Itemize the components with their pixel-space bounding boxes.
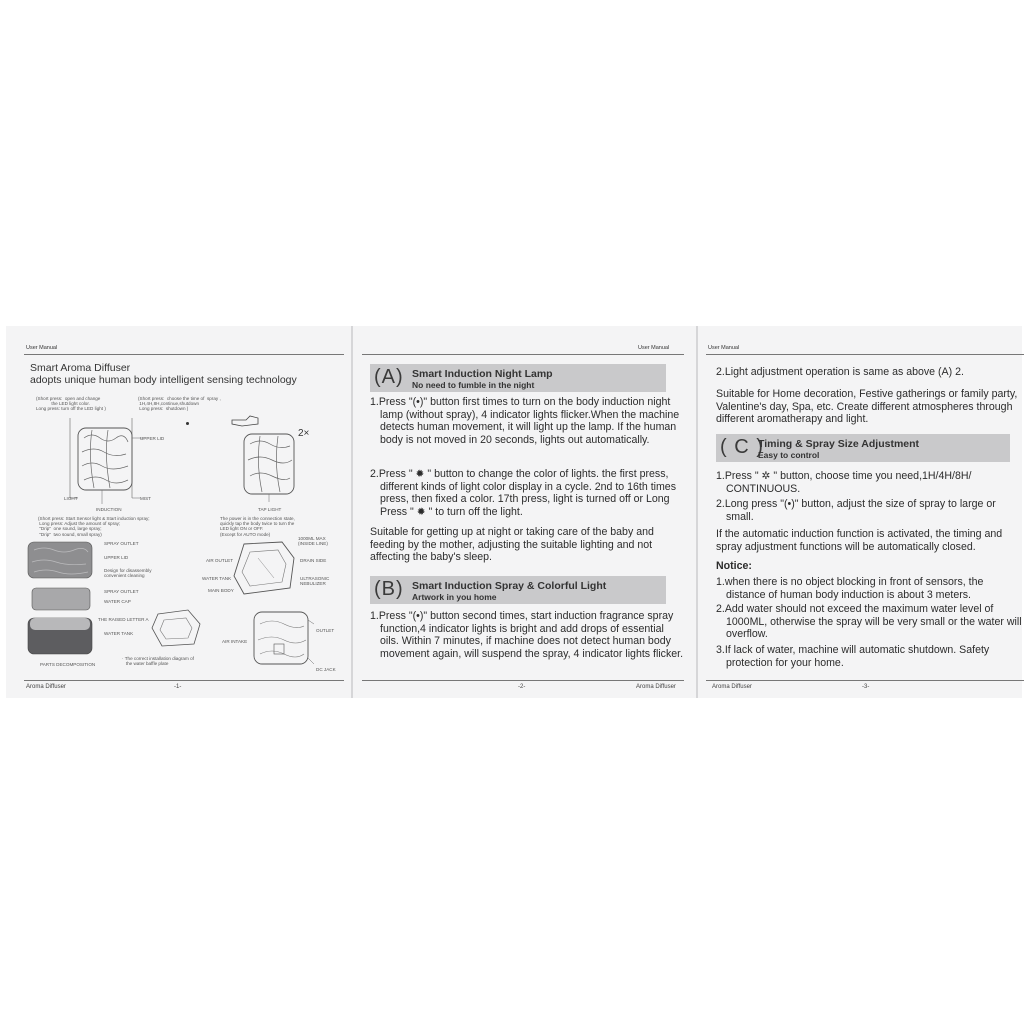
suitable-text: Suitable for Home decoration, Festive gatherings or family party, Valentine's day, Spa, etc. Create different atmospheres through different aromatherapy and light.	[716, 388, 1018, 426]
light-label: LIGHT	[64, 496, 78, 501]
light-adjustment-note: 2.Light adjustment operation is same as above (A) 2.	[716, 366, 964, 378]
spray-outlet-label-2: SPRAY OUTLET	[104, 589, 139, 594]
product-subtitle: adopts unique human body intelligent sensing technology	[30, 374, 297, 386]
outlet-label: OUTLET	[316, 628, 335, 633]
parts-decomposition-diagram	[26, 538, 106, 658]
bottom-view-diagram	[250, 610, 314, 668]
section-a-subtitle: No need to fumble in the night	[412, 380, 535, 390]
notice-item-2: 2.Add water should not exceed the maximum water level of 1000ML, otherwise the spray will be very small or the water will overflow.	[716, 603, 1022, 641]
dot-marker	[186, 422, 189, 425]
section-c-subtitle: Easy to control	[758, 450, 820, 460]
footer-rule	[362, 680, 684, 681]
upper-lid-label-2: UPPER LID	[104, 555, 129, 560]
water-cap-label: WATER CAP	[104, 599, 131, 604]
header-rule	[706, 354, 1024, 355]
tap-hand-diagram	[228, 414, 298, 504]
page-fold-divider	[351, 326, 353, 698]
page-header: User Manual	[26, 345, 58, 351]
air-outlet-label: AIR OUTLET	[206, 558, 234, 563]
footer-product-name: Aroma Diffuser	[712, 684, 752, 690]
section-a-step-2: 2.Press " ✹ " button to change the color of lights. the first press, different kinds of light color display in a cycle. 2nd to 16th times press, then fixed a color. 17th press, light is turned off or Long Press " ✹ " to turn off the light.	[370, 468, 676, 518]
page-number: -2-	[518, 684, 526, 690]
tap-note: The power is in the connection state, quickly tap the body twice to turn the LED light ON or OFF. (Except for AUTO mode)	[220, 516, 295, 537]
notice-item-3: 3.If lack of water, machine will automatic shutdown. Safety protection for your home.	[716, 644, 990, 669]
spray-outlet-label: SPRAY OUTLET	[104, 541, 139, 546]
induction-label: INDUCTION	[96, 507, 122, 512]
page-header: User Manual	[638, 345, 670, 351]
footer-product-name: Aroma Diffuser	[26, 684, 66, 690]
raised-letter-label: THE RAISED LETTER A	[98, 617, 149, 622]
water-tank-label-2: WATER TANK	[202, 576, 232, 581]
page-fold-divider	[696, 326, 698, 698]
induction-button-note: (Short press: Start Sensor light & Start induction spray; Long press: Adjust the amount of spray; "Drip" one sound, large spray; "Drip" two sound, small spray)	[38, 516, 150, 537]
tap-light-label: TAP LIGHT	[258, 507, 282, 512]
section-c-letter: ( C )	[720, 436, 764, 458]
water-tank-label: WATER TANK	[104, 631, 134, 636]
ultrasonic-label: ULTRASONIC NEBULIZER	[300, 576, 330, 587]
manual-page-3	[698, 326, 1024, 698]
section-c-banner	[716, 434, 1010, 462]
footer-rule	[24, 680, 344, 681]
section-a-banner	[370, 364, 666, 392]
footer-rule	[706, 680, 1024, 681]
light-button-note: (Short press: open and change the LED light color. Long press: turn off the LED light )	[36, 396, 106, 412]
baffle-note: · The correct installation diagram of the water baffle plate	[122, 656, 194, 667]
max-water-label: 1000ML MAX (INSIDE LINE)	[298, 536, 328, 547]
notice-title: Notice:	[716, 560, 752, 572]
manual-page-1	[12, 326, 350, 698]
section-c-step-2: 2.Long press "(•)" button, adjust the size of spray to large or small.	[716, 498, 996, 523]
section-a-step-1: 1.Press "(•)" button first times to turn on the body induction night lamp (without spray), 4 indicator lights flicker.When the machine detects human movement, it will light up the lamp. If the human body is not moved in 20 seconds, lights out automatically.	[370, 396, 680, 446]
product-title: Smart Aroma Diffuser	[30, 362, 131, 374]
parts-decomposition-label: PARTS DECOMPOSITION	[40, 662, 96, 667]
water-tank-diagram	[230, 538, 300, 600]
section-b-banner	[370, 576, 666, 604]
section-b-title: Smart Induction Spray & Colorful Light	[412, 580, 607, 592]
header-rule	[24, 354, 344, 355]
dc-jack-label: DC JACK	[316, 667, 336, 672]
mist-label: MIST	[140, 496, 151, 501]
mist-button-note: (Short press: choose the time of spray , 1H,4H,8H,continue,shutdown Long press: shutdown )	[138, 396, 221, 412]
section-c-step-1: 1.Press " ✲ " button, choose time you need,1H/4H/8H/ CONTINUOUS.	[716, 470, 972, 495]
air-intake-label: AIR INTAKE	[222, 639, 248, 644]
section-c-title: Timing & Spray Size Adjustment	[758, 438, 920, 450]
upper-lid-label: UPPER LID	[140, 436, 165, 441]
notice-item-1: 1.when there is no object blocking in front of sensors, the distance of human body induction is about 3 meters.	[716, 576, 984, 601]
design-label: Design for disassembly convenient cleaning	[104, 568, 152, 579]
section-b-step-1: 1.Press "(•)" button second times, start induction fragrance spray function,4 indicator lights is bright and add drops of essential oils. Within 7 minutes, if machine does not detect human body movement again, will suspend the spray, 4 indicator lights flicker.	[370, 610, 684, 660]
manual-sheet	[6, 326, 1022, 698]
manual-page-2	[352, 326, 696, 698]
main-body-label: MAIN BODY	[208, 588, 234, 593]
footer-product-name: Aroma Diffuser	[636, 684, 676, 690]
header-rule	[362, 354, 684, 355]
page-number: -1-	[174, 684, 182, 690]
section-a-title: Smart Induction Night Lamp	[412, 368, 553, 380]
section-b-letter: (B)	[374, 578, 404, 600]
auto-induction-note: If the automatic induction function is activated, the timing and spray adjustment functions will be automatically closed.	[716, 528, 1003, 553]
section-a-suitable: Suitable for getting up at night or taking care of the baby and feeding by the mother, adjusting the suitable lighting and not affecting the baby's sleep.	[370, 526, 654, 564]
page-number: -3-	[862, 684, 870, 690]
section-a-letter: (A)	[374, 366, 404, 388]
double-tap-label: 2×	[298, 428, 310, 439]
drain-side-label: DRAIN SIDE	[300, 558, 327, 563]
page-header: User Manual	[708, 345, 740, 351]
baffle-plate-diagram	[148, 606, 204, 650]
section-b-subtitle: Artwork in you home	[412, 592, 497, 602]
